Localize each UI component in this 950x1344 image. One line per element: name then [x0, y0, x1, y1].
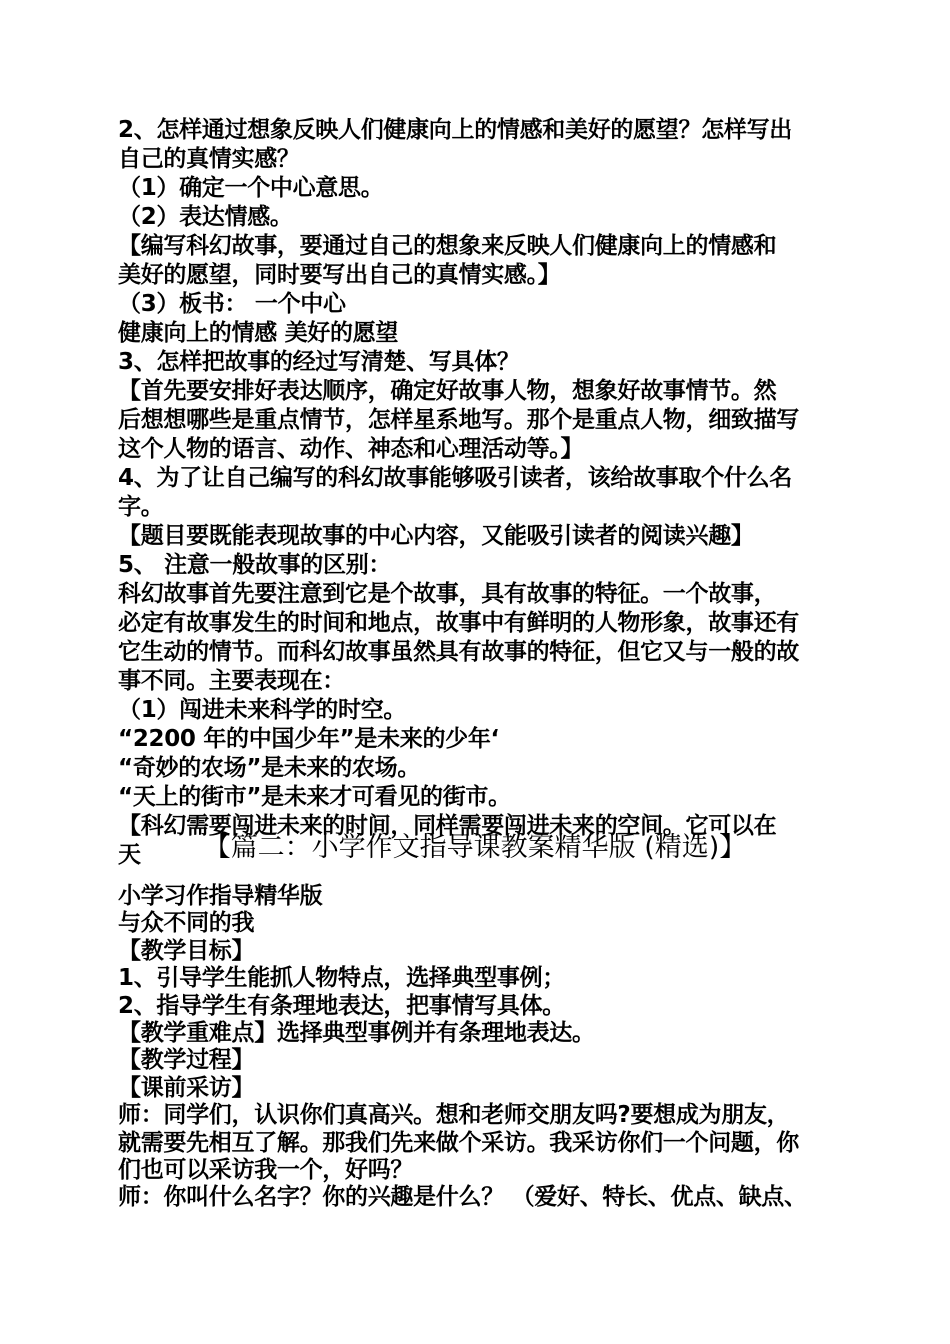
text-line: 美好的愿望，同时要写出自己的真情实感。】: [118, 262, 561, 288]
text-line: 天: [118, 842, 141, 868]
text-line: 【教学过程】: [118, 1047, 255, 1074]
text-line: 【科幻需要闯进未来的时间，同样需要闯进未来的空间。它可以在: [118, 813, 777, 839]
text-line: 们也可以采访我一个，好吗？: [118, 1157, 414, 1183]
text-line: 【教学目标】: [118, 937, 255, 964]
text-line: 2、指导学生有条理地表达，把事情写具体。: [118, 992, 566, 1019]
text-line: （3）板书： 一个中心: [118, 291, 346, 317]
text-line: 【首先要安排好表达顺序，确定好故事人物，想象好故事情节。然: [118, 378, 777, 404]
text-line: 4、为了让自己编写的科幻故事能够吸引读者，该给故事取个什么名: [118, 465, 793, 491]
text-line: 【教学重难点】选择典型事例并有条理地表达。: [118, 1020, 595, 1046]
text-line: “奇妙的农场”是未来的农场。: [118, 755, 421, 781]
text-line: 自己的真情实感？: [118, 146, 300, 172]
text-line: 与众不同的我: [118, 910, 255, 937]
text-line: （1）闯进未来科学的时空。: [118, 697, 407, 723]
text-line: 事不同。主要表现在：: [118, 668, 346, 694]
text-line: 小学习作指导精华版: [118, 883, 323, 909]
section-heading: 【篇二：小学作文指导课教案精华版 (精选)】: [203, 832, 747, 863]
text-line: 健康向上的情感 美好的愿望: [118, 320, 399, 346]
text-line: 科幻故事首先要注意到它是个故事，具有故事的特征。一个故事，: [118, 581, 777, 607]
text-line: 5、 注意一般故事的区别：: [118, 552, 392, 578]
text-line: 必定有故事发生的时间和地点，故事中有鲜明的人物形象，故事还有: [118, 610, 800, 636]
text-line: 【课前采访】: [118, 1074, 255, 1101]
text-line: 师：同学们，认识你们真高兴。想和老师交朋友吗?要想成为朋友，: [118, 1102, 790, 1129]
text-line: “2200 年的中国少年”是未来的少年‘: [118, 726, 499, 752]
text-line: 【题目要既能表现故事的中心内容，又能吸引读者的阅读兴趣】: [118, 523, 754, 549]
text-line: 师：你叫什么名字？你的兴趣是什么？ （爱好、特长、优点、缺点、: [118, 1184, 807, 1211]
text-line: 3、怎样把故事的经过写清楚、写具体？: [118, 349, 520, 375]
text-line: （1）确定一个中心意思。: [118, 175, 384, 201]
text-line: 它生动的情节。而科幻故事虽然具有故事的特征，但它又与一般的故: [118, 639, 800, 665]
text-line: 2、怎样通过想象反映人们健康向上的情感和美好的愿望？怎样写出: [118, 117, 793, 143]
text-line: 这个人物的语言、动作、神态和心理活动等。】: [118, 436, 584, 462]
text-line: 【编写科幻故事，要通过自己的想象来反映人们健康向上的情感和: [118, 233, 777, 259]
text-line: （2）表达情感。: [118, 204, 293, 230]
text-line: 就需要先相互了解。那我们先来做个采访。我采访你们一个问题，你: [118, 1129, 800, 1156]
text-line: 字。: [118, 494, 164, 520]
text-line: 1、引导学生能抓人物特点，选择典型事例；: [118, 965, 566, 992]
text-line: 后想想哪些是重点情节，怎样星系地写。那个是重点人物，细致描写: [118, 407, 800, 433]
text-line: “天上的街市”是未来才可看见的街市。: [118, 784, 511, 810]
